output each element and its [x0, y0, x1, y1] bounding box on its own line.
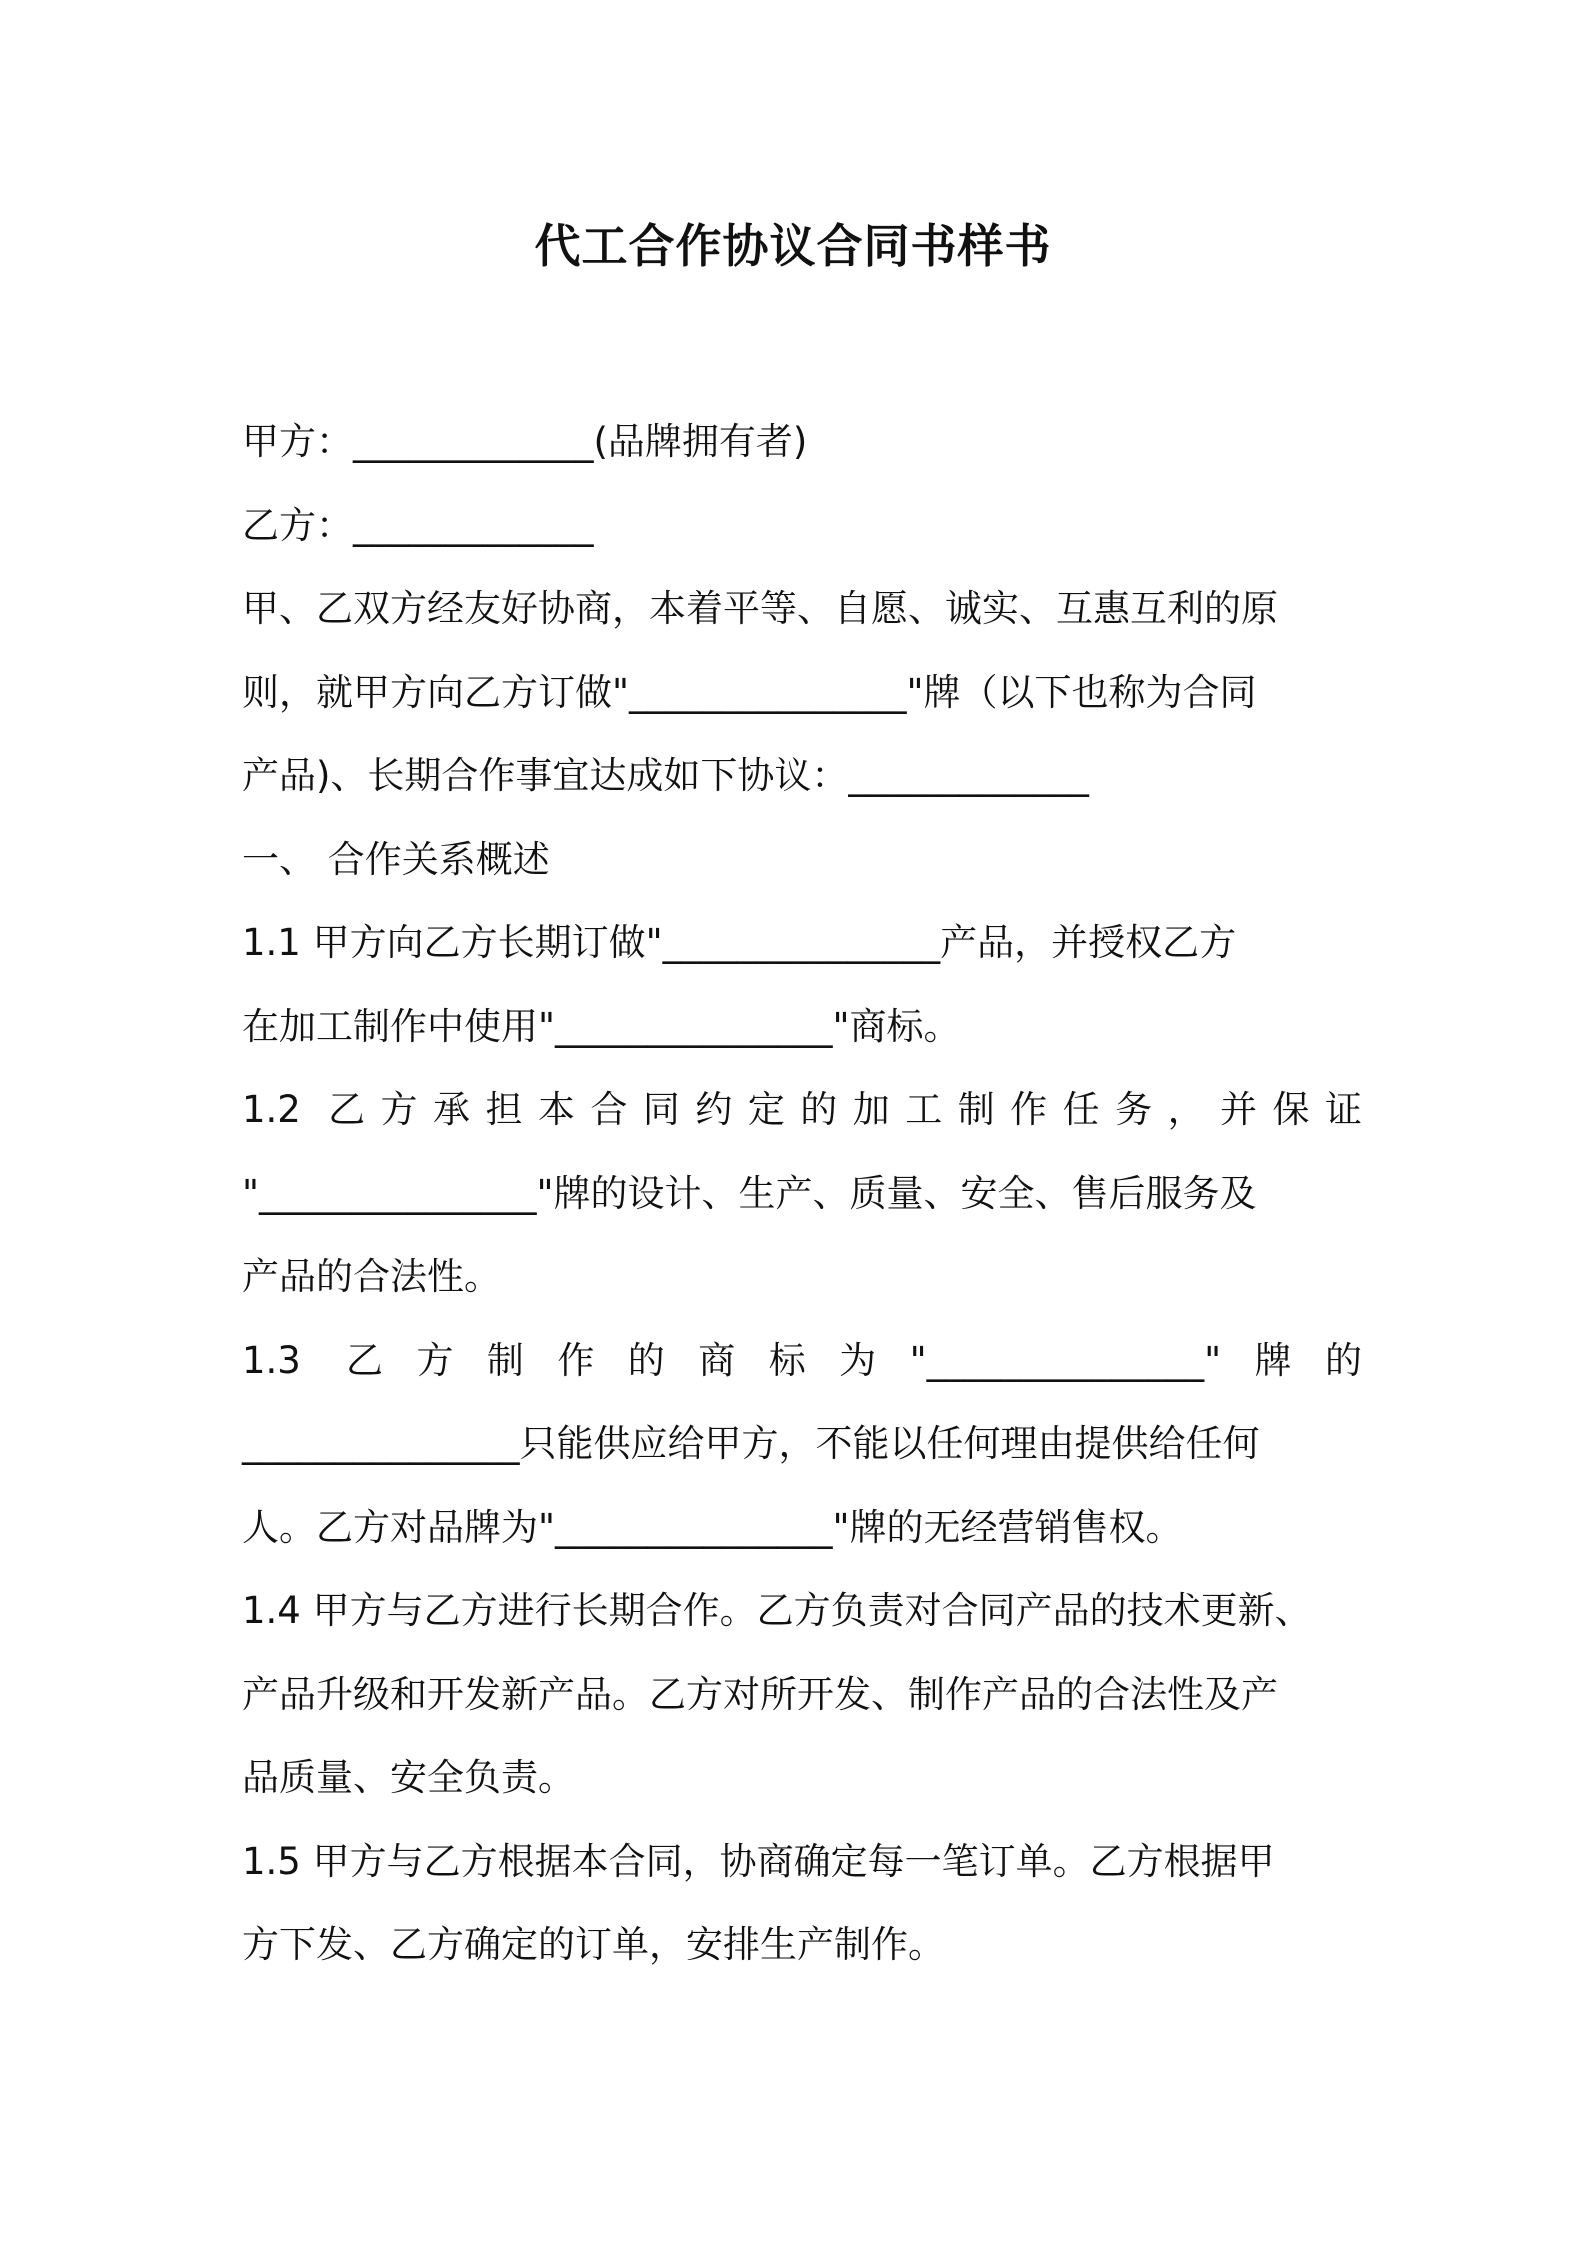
- clause-1-3-line-3: 人。乙方对品牌为"_______________"牌的无经营销售权。: [242, 1505, 1183, 1549]
- clause-1-2-line-2: "_______________"牌的设计、生产、质量、安全、售后服务及: [242, 1171, 1257, 1215]
- clause-1-3-line-1: 1.3 乙方制作的商标为"_______________"牌的: [242, 1338, 1362, 1382]
- preamble-line-1: 甲、乙双方经友好协商，本着平等、自愿、诚实、互惠互利的原: [242, 587, 1278, 630]
- clause-1-4-line-1: 1.4 甲方与乙方进行长期合作。乙方负责对合同产品的技术更新、: [242, 1589, 1312, 1632]
- party-a-line: 甲方：_____________(品牌拥有者): [242, 420, 808, 463]
- section-heading: 一、 合作关系概述: [242, 837, 550, 881]
- clause-1-2-line-1: 1.2 乙方承担本合同约定的加工制作任务，并保证: [242, 1088, 1362, 1131]
- clause-1-3-line-2: _______________只能供应给甲方，不能以任何理由提供给任何: [242, 1422, 1260, 1465]
- preamble-line-2: 则，就甲方向乙方订做"_______________"牌（以下也称为合同: [242, 670, 1257, 714]
- document-title: 代工合作协议合同书样书: [534, 219, 1052, 273]
- clause-1-5-line-1: 1.5 甲方与乙方根据本合同，协商确定每一笔订单。乙方根据甲: [242, 1839, 1275, 1883]
- clause-1-5-line-2: 方下发、乙方确定的订单，安排生产制作。: [242, 1923, 945, 1966]
- clause-1-2-line-3: 产品的合法性。: [242, 1255, 501, 1298]
- clause-1-1-line-2: 在加工制作中使用"_______________"商标。: [242, 1004, 961, 1048]
- clause-1-4-line-3: 品质量、安全负责。: [242, 1756, 575, 1799]
- clause-1-4-line-2: 产品升级和开发新产品。乙方对所开发、制作产品的合法性及产: [242, 1672, 1278, 1716]
- preamble-line-3: 产品)、长期合作事宜达成如下协议：_____________: [242, 754, 1089, 797]
- clause-1-1-line-1: 1.1 甲方向乙方长期订做"_______________产品，并授权乙方: [242, 921, 1237, 964]
- document-body: [242, 400, 1362, 1987]
- party-b-line: 乙方：_____________: [242, 503, 594, 547]
